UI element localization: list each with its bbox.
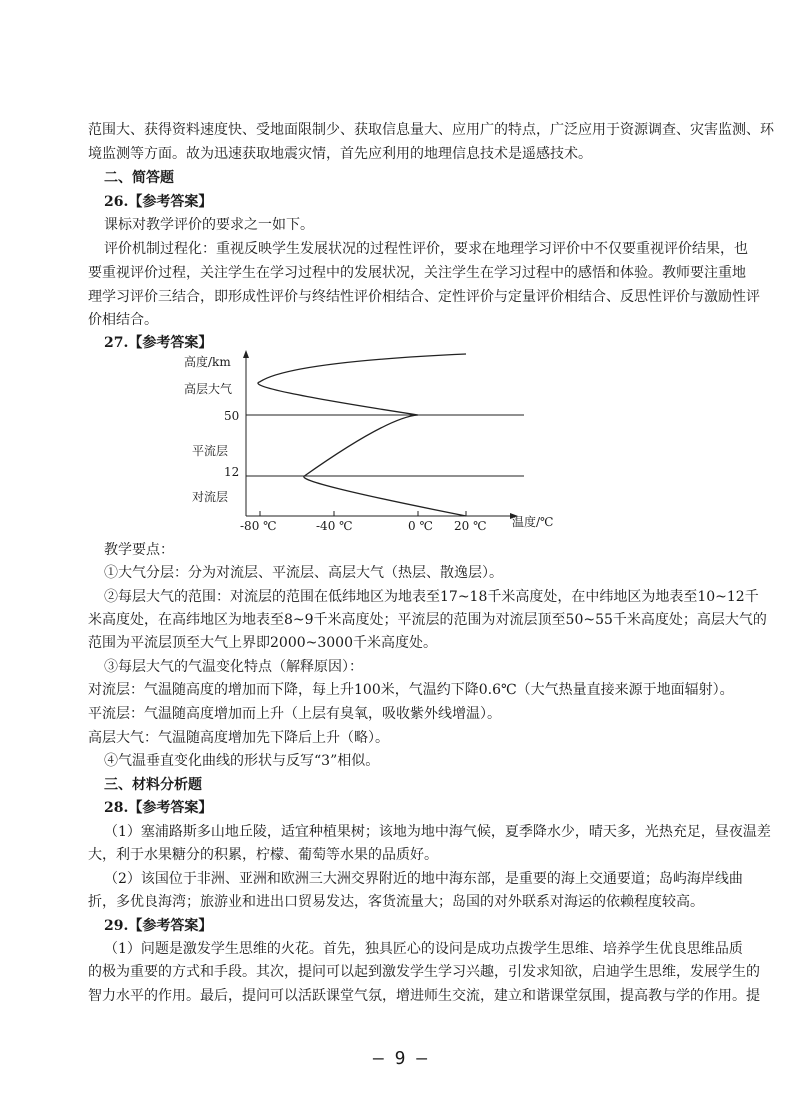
text-line: 的极为重要的方式和手段。其次，提问可以起到激发学生学习兴趣，引发求知欲，启迪学生思维，发展学生的 bbox=[88, 964, 760, 980]
text-line: （1）问题是激发学生思维的火花。首先，独具匠心的设问是成功点拨学生思维、培养学生优良思维品质 bbox=[104, 941, 743, 957]
answer-heading: 26.【参考答案】 bbox=[104, 194, 213, 210]
y-axis-arrow bbox=[243, 350, 249, 358]
text-line: 折，多优良海湾；旅游业和进出口贸易发达，客货流量大；岛国的对外联系对海运的依赖程度较高。 bbox=[88, 894, 704, 910]
x-axis-label: 温度/℃ bbox=[512, 515, 554, 529]
x-tick-label: -40 ℃ bbox=[316, 519, 353, 533]
text-line: 要重视评价过程，关注学生在学习过程中的发展状况，关注学生在学习过程中的感悟和体验。教师要注重地 bbox=[88, 265, 746, 281]
layer-label-troposphere: 对流层 bbox=[192, 490, 229, 504]
text-line: 教学要点： bbox=[104, 542, 174, 558]
layer-label-stratosphere: 平流层 bbox=[192, 444, 229, 458]
x-tick-label: 0 ℃ bbox=[408, 519, 433, 533]
text-line: 平流层：气温随高度增加而上升（上层有臭氧，吸收紫外线增温）。 bbox=[88, 706, 501, 722]
text-line: ②每层大气的范围：对流层的范围在低纬地区为地表至17~18千米高度处，在中纬地区为地表至10~12千 bbox=[104, 589, 759, 605]
text-line: （1）塞浦路斯多山地丘陵，适宜种植果树；该地为地中海气候，夏季降水少，晴天多，光热充足，昼夜温差 bbox=[104, 824, 771, 840]
text-line: 范围大、获得资料速度快、受地面限制少、获取信息量大、应用广的特点，广泛应用于资源调查、灾害监测、环 bbox=[88, 122, 774, 138]
text-line: 范围为平流层顶至大气上界即2000~3000千米高度处。 bbox=[88, 635, 437, 651]
text-line: 价相结合。 bbox=[88, 312, 158, 328]
section-heading: 三、材料分析题 bbox=[104, 777, 202, 793]
section-heading: 二、简答题 bbox=[104, 170, 174, 186]
x-tick-label: -80 ℃ bbox=[240, 519, 277, 533]
text-line: 对流层：气温随高度的增加而下降，每上升100米，气温约下降0.6℃（大气热量直接来源于地面辐射）。 bbox=[88, 682, 734, 698]
text-line: ①大气分层：分为对流层、平流层、高层大气（热层、散逸层）。 bbox=[104, 565, 503, 581]
y-tick-12: 12 bbox=[224, 465, 240, 479]
y-tick-50: 50 bbox=[224, 409, 240, 423]
text-line: 高层大气：气温随高度增加先下降后上升（略）。 bbox=[88, 730, 389, 746]
atmosphere-temperature-chart bbox=[176, 348, 566, 534]
text-line: （2）该国位于非洲、亚洲和欧洲三大洲交界附近的地中海东部，是重要的海上交通要道；岛屿海岸线曲 bbox=[104, 871, 743, 887]
temperature-curve bbox=[258, 354, 466, 516]
text-line: 理学习评价三结合，即形成性评价与终结性评价相结合、定性评价与定量评价相结合、反思性评价与激励性评 bbox=[88, 289, 760, 305]
answer-heading: 29.【参考答案】 bbox=[104, 918, 213, 934]
x-tick-label: 20 ℃ bbox=[454, 519, 487, 533]
answer-heading: 28.【参考答案】 bbox=[104, 800, 213, 816]
text-line: 米高度处，在高纬地区为地表至8~9千米高度处；平流层的范围为对流层顶至50~55千米高度处；高层大气的 bbox=[88, 612, 767, 628]
page-number: — 9 — bbox=[372, 1048, 428, 1069]
text-line: 评价机制过程化：重视反映学生发展状况的过程性评价，要求在地理学习评价中不仅要重视评价结果，也 bbox=[104, 241, 748, 257]
text-line: 境监测等方面。故为迅速获取地震灾情，首先应利用的地理信息技术是遥感技术。 bbox=[88, 146, 592, 162]
text-line: 课标对教学评价的要求之一如下。 bbox=[104, 217, 314, 233]
text-line: ③每层大气的气温变化特点（解释原因）： bbox=[104, 659, 363, 675]
text-line: 智力水平的作用。最后，提问可以活跃课堂气氛，增进师生交流，建立和谐课堂氛围，提高教与学的作用。提 bbox=[88, 988, 760, 1004]
text-line: ④气温垂直变化曲线的形状与反写“3”相似。 bbox=[104, 753, 380, 769]
y-axis-label: 高度/km bbox=[184, 355, 231, 369]
text-line: 大，利于水果糖分的积累，柠檬、葡萄等水果的品质好。 bbox=[88, 847, 438, 863]
answer-heading: 27.【参考答案】 bbox=[104, 335, 213, 351]
layer-label-upper-atmosphere: 高层大气 bbox=[184, 382, 233, 396]
